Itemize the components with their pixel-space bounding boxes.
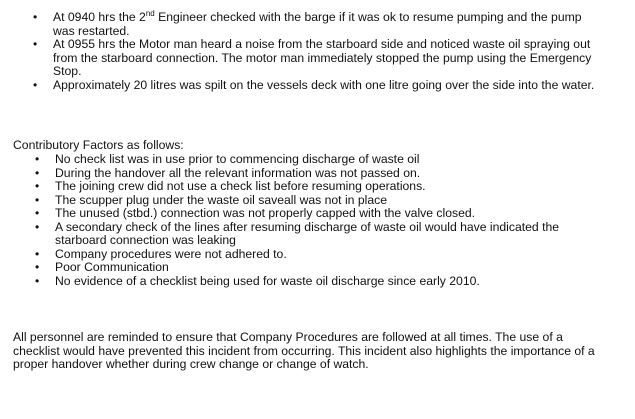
list-item — [35, 260, 600, 275]
list-item — [35, 192, 600, 208]
ordinal-suffix: nd — [145, 9, 155, 18]
list-item-text: At 0955 hrs the Motor man heard a noise from the starboard side and noticed waste oil spraying out from the starboard connection. The motor man immediately stopped the pump using the Emergency Stop. — [53, 37, 592, 78]
list-item — [33, 9, 598, 38]
bullet-icon: • — [35, 246, 40, 261]
list-item — [33, 37, 598, 79]
list-item-text: Company procedures were not adhered to. — [55, 246, 287, 261]
bullet-icon: • — [33, 37, 38, 51]
incident-timeline-list — [33, 9, 598, 92]
list-item — [35, 152, 600, 167]
list-item-text: During the handover all the relevant information was not passed on. — [55, 165, 421, 180]
list-item-text: No check list was in use prior to commencing discharge of waste oil — [55, 152, 420, 166]
list-item — [35, 246, 600, 262]
list-item — [35, 273, 600, 289]
bullet-icon: • — [35, 192, 40, 207]
bullet-icon: • — [35, 165, 40, 180]
closing-paragraph: All personnel are reminded to ensure that Company Procedures are followed at all times. The use of a checklist would have prevented this incident from occurring. This incident also highlights the importance of a proper handover whether during crew change or change of watch. — [13, 330, 595, 371]
list-item — [35, 165, 600, 181]
bullet-icon: • — [35, 152, 40, 166]
list-item-text-start: At 0940 hrs the 2 — [53, 10, 146, 24]
factors-heading: Contributory Factors as follows: — [13, 138, 184, 152]
bullet-icon: • — [35, 179, 40, 193]
list-item — [35, 179, 600, 194]
bullet-icon: • — [35, 273, 40, 288]
list-item — [35, 206, 600, 221]
list-item-text: The joining crew did not use a check list before resuming operations. — [55, 179, 426, 193]
list-item-text-end: Engineer checked with the barge if it was ok to resume pumping and the pump was restarted. — [53, 10, 582, 38]
list-item-text: The scupper plug under the waste oil saveall was not in place — [55, 192, 387, 207]
list-item-text: No evidence of a checklist being used for waste oil discharge since early 2010. — [55, 273, 480, 288]
bullet-icon: • — [33, 77, 38, 92]
list-item — [35, 219, 600, 248]
list-item-text: A secondary check of the lines after resuming discharge of waste oil would have indicated the starboard connection was leaking — [55, 219, 560, 247]
list-item-text: Poor Communication — [55, 260, 169, 274]
contributory-factors-list — [35, 152, 600, 288]
bullet-icon: • — [33, 10, 38, 24]
bullet-icon: • — [35, 206, 40, 220]
list-item — [33, 77, 598, 93]
list-item-text: Approximately 20 litres was spilt on the vessels deck with one litre going over the side into the water. — [53, 77, 595, 92]
bullet-icon: • — [35, 260, 40, 274]
list-item-text: The unused (stbd.) connection was not properly capped with the valve closed. — [55, 206, 476, 220]
bullet-icon: • — [35, 219, 40, 234]
